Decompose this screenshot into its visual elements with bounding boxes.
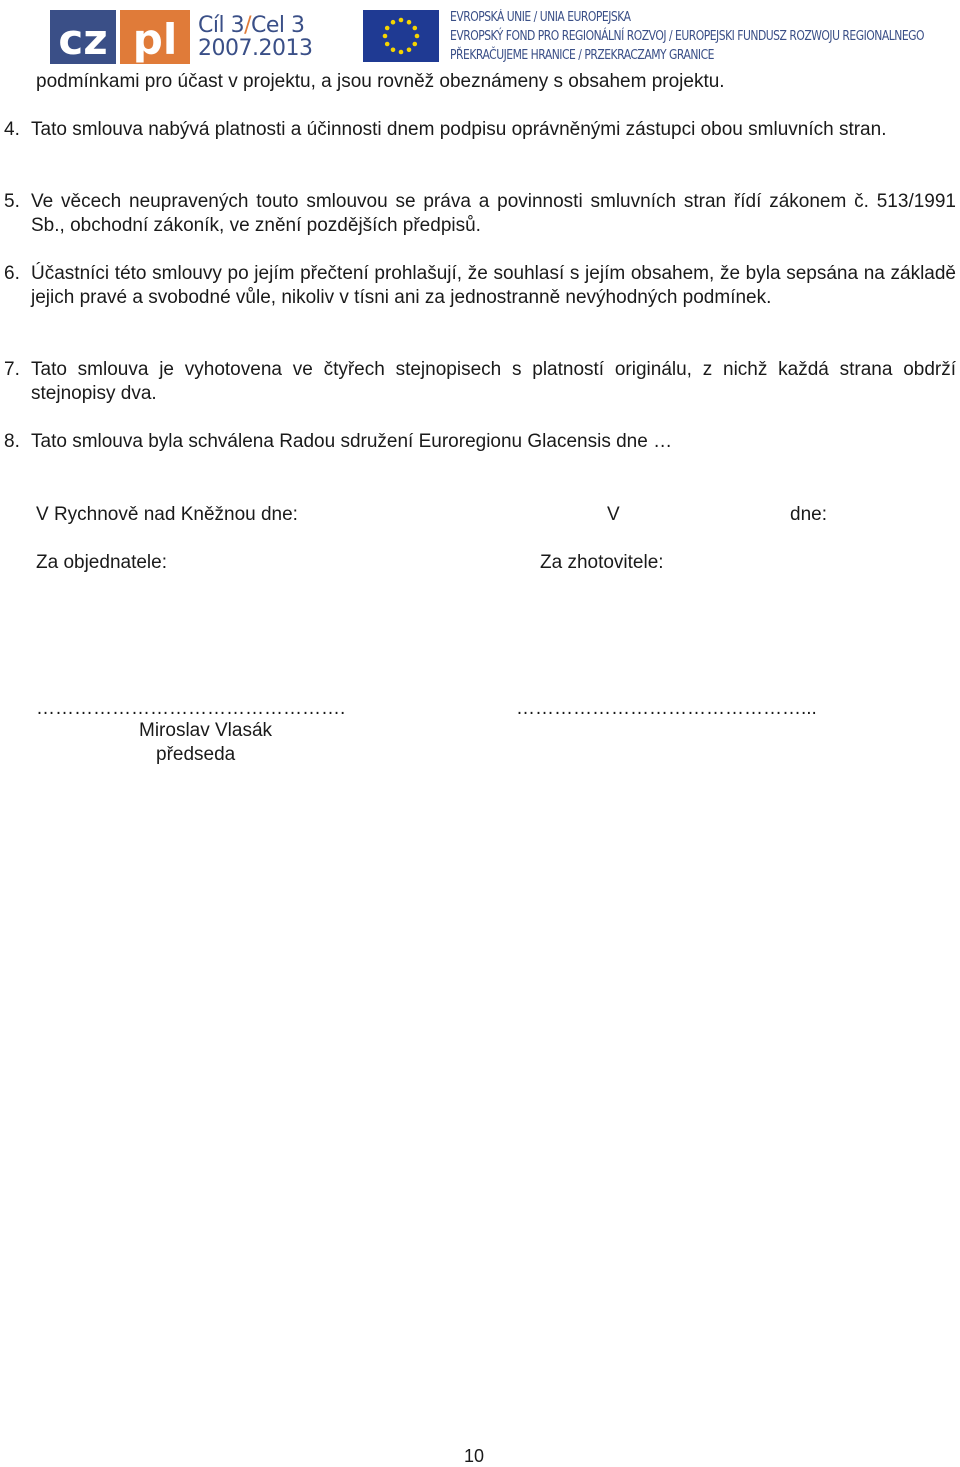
cil-3-logo (198, 14, 348, 62)
cil-period: 2007.2013 (198, 36, 313, 61)
eu-fund-text (450, 8, 925, 64)
signer-name: Miroslav Vlasák (139, 720, 273, 741)
svg-text:cz: cz (58, 15, 108, 64)
page-header (50, 6, 930, 64)
paragraph-5 (4, 190, 956, 238)
paragraph-6 (4, 262, 956, 310)
eu-line-2: EVROPSKÝ FOND PRO REGIONÁLNÍ ROZVOJ / EUROPEJSKI FUNDUSZ ROZWOJU REGIONALNEGO (450, 29, 925, 44)
place-right-v: V (607, 504, 620, 525)
cil-slash: / (244, 13, 251, 38)
paragraph-number: 4. (4, 119, 20, 140)
signer-role: předseda (156, 744, 236, 765)
cil-cz-label: Cíl 3 (198, 13, 245, 38)
contractor-label: Za zhotovitele: (540, 552, 664, 573)
page-number: 10 (464, 1446, 485, 1466)
paragraph-text: Tato smlouva nabývá platnosti a účinnosti dnem podpisu oprávněnými zástupci obou smluvních stran. (31, 119, 887, 140)
paragraph-text: Ve věcech neupravených touto smlouvou se práva a povinnosti smluvních stran řídí zákonem č. 513/1991 Sb., obchodní zákoník, ve znění pozdějších předpisů. (31, 191, 956, 236)
client-label: Za objednatele: (36, 552, 167, 573)
cz-pl-logo (50, 10, 190, 64)
cil-pl-label: Cel 3 (251, 13, 305, 38)
paragraph-number: 5. (4, 191, 20, 212)
eu-flag-icon (363, 10, 439, 62)
paragraph-number: 8. (4, 431, 20, 452)
paragraph-number: 6. (4, 263, 20, 284)
eu-line-3: PŘEKRAČUJEME HRANICE / PRZEKRACZAMY GRANICE (450, 48, 714, 63)
continuation-text: podmínkami pro účast v projektu, a jsou rovněž obeznámeny s obsahem projektu. (36, 71, 725, 92)
paragraph-7 (4, 358, 956, 406)
paragraph-number: 7. (4, 359, 20, 380)
paragraph-text: Tato smlouva je vyhotovena ve čtyřech stejnopisech s platností originálu, z nichž každá strana obdrží stejnopisy dva. (31, 359, 956, 404)
paragraph-8 (4, 430, 956, 454)
place-right-dne: dne: (790, 504, 827, 525)
paragraph-4 (4, 118, 956, 142)
signature-line-right: ………………………………………... (516, 698, 817, 719)
signature-line-left: …………………………………………. (36, 698, 346, 719)
svg-text:pl: pl (132, 15, 178, 64)
eu-line-1: EVROPSKÁ UNIE / UNIA EUROPEJSKA (450, 10, 631, 25)
paragraph-text: Účastníci této smlouvy po jejím přečtení prohlašují, že souhlasí s jejím obsahem, že byla sepsána na základě jejich pravé a svobodné vůle, nikoliv v tísni ani za jednostranně nevýhodných podmínek. (31, 263, 956, 308)
paragraph-text: Tato smlouva byla schválena Radou sdružení Euroregionu Glacensis dne … (31, 431, 673, 452)
place-left: V Rychnově nad Kněžnou dne: (36, 504, 298, 525)
